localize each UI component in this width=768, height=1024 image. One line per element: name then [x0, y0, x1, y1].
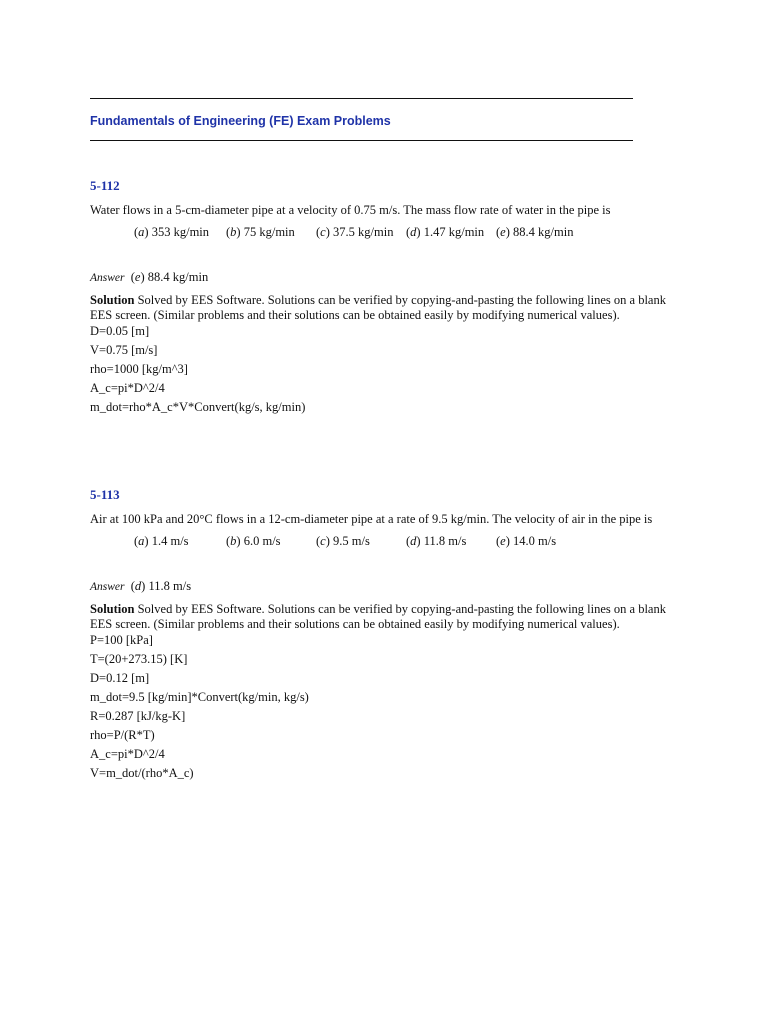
problem-number: 5-112 — [90, 178, 120, 193]
choice-b: (b) 6.0 m/s — [226, 534, 281, 548]
code-line: A_c=pi*D^2/4 — [90, 381, 165, 395]
header-bottom-rule — [90, 140, 633, 141]
code-line: D=0.12 [m] — [90, 671, 150, 685]
page-title: Fundamentals of Engineering (FE) Exam Problems — [90, 114, 391, 128]
problem-5-113 — [90, 487, 690, 780]
choice-b: (b) 75 kg/min — [226, 225, 295, 239]
code-line: V=0.75 [m/s] — [90, 343, 158, 357]
answer-label: Answer — [90, 581, 125, 593]
choice-e: (e) 14.0 m/s — [496, 534, 557, 548]
choice-e: (e) 88.4 kg/min — [496, 225, 574, 239]
solution-label: Solution — [90, 293, 135, 307]
code-line: V=m_dot/(rho*A_c) — [90, 766, 194, 780]
problem-statement: Water flows in a 5-cm-diameter pipe at a velocity of 0.75 m/s. The mass flow rate of water in the pipe is — [90, 203, 611, 217]
answer-label: Answer — [90, 272, 125, 284]
answer-line: Answer (d) 11.8 m/s — [90, 579, 192, 593]
choice-d: (d) 11.8 m/s — [406, 534, 467, 548]
problem-number: 5-113 — [90, 487, 120, 502]
solution-text: Solution Solved by EES Software. Solutions can be verified by copying-and-pasting the following lines on a blank EES screen. (Similar problems and their solutions can be obtained easily by modifying numerical values). — [90, 602, 666, 631]
problem-5-112 — [90, 178, 690, 414]
solution-label: Solution — [90, 602, 135, 616]
choice-d: (d) 1.47 kg/min — [406, 225, 485, 239]
answer-line: Answer (e) 88.4 kg/min — [90, 270, 209, 284]
answer-value: 11.8 m/s — [148, 579, 192, 593]
header-top-rule — [90, 98, 633, 99]
choice-c: (c) 9.5 m/s — [316, 534, 370, 548]
code-line: rho=1000 [kg/m^3] — [90, 362, 188, 376]
code-line: rho=P/(R*T) — [90, 728, 155, 742]
code-line: m_dot=rho*A_c*V*Convert(kg/s, kg/min) — [90, 400, 306, 414]
code-line: A_c=pi*D^2/4 — [90, 747, 165, 761]
answer-value: 88.4 kg/min — [147, 270, 209, 284]
code-line: m_dot=9.5 [kg/min]*Convert(kg/min, kg/s) — [90, 690, 309, 704]
choice-a: (a) 353 kg/min — [134, 225, 210, 239]
ees-code — [90, 322, 305, 417]
choice-a: (a) 1.4 m/s — [134, 534, 189, 548]
solution-text: Solution Solved by EES Software. Solutions can be verified by copying-and-pasting the following lines on a blank EES screen. (Similar problems and their solutions can be obtained easily by modifying numerical values). — [90, 293, 666, 322]
choice-c: (c) 37.5 kg/min — [316, 225, 394, 239]
problem-statement: Air at 100 kPa and 20°C flows in a 12-cm-diameter pipe at a rate of 9.5 kg/min. The velocity of air in the pipe is — [90, 512, 653, 526]
ees-code — [90, 631, 309, 783]
code-line: R=0.287 [kJ/kg-K] — [90, 709, 186, 723]
code-line: P=100 [kPa] — [90, 633, 153, 647]
code-line: D=0.05 [m] — [90, 324, 150, 338]
code-line: T=(20+273.15) [K] — [90, 652, 188, 666]
